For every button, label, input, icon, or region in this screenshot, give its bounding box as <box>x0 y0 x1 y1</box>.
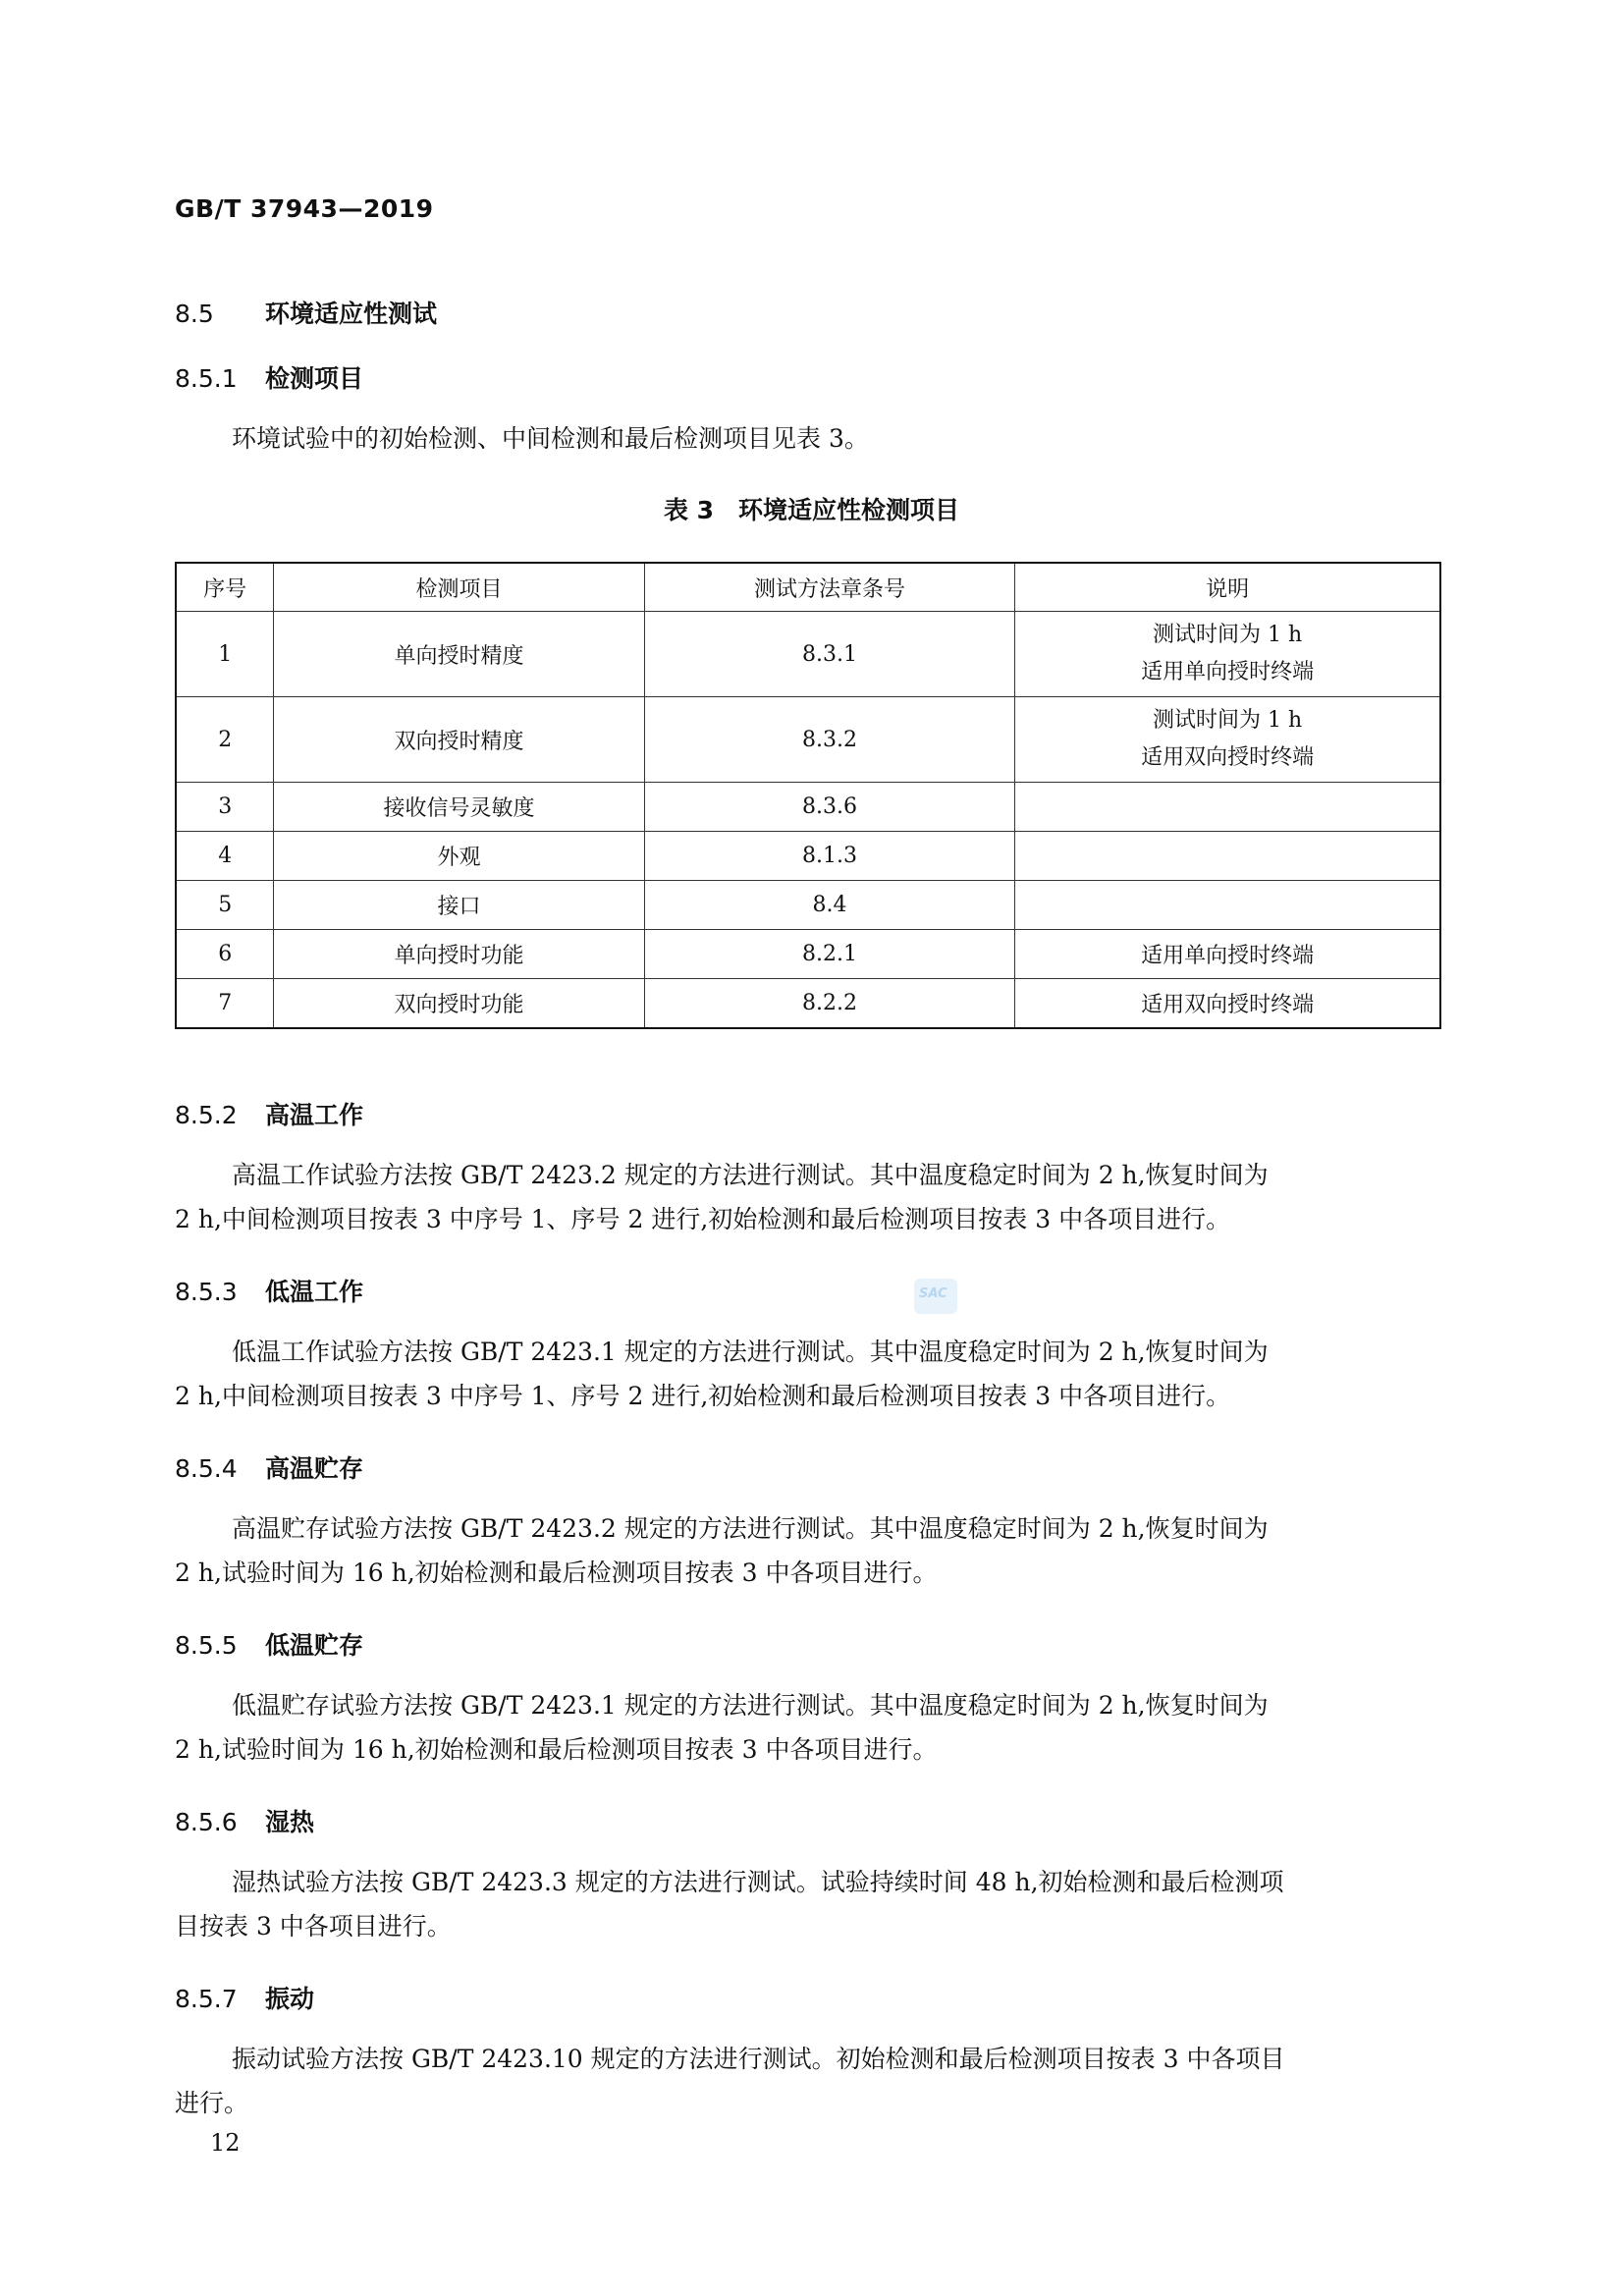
table-cell <box>1015 697 1440 783</box>
table-cell: 外观 <box>274 832 644 881</box>
section-number: 8.5.1 <box>175 364 238 393</box>
section-title: 检测项目 <box>265 364 364 393</box>
table-cell: 6 <box>176 930 274 979</box>
table-cell: 8.3.2 <box>644 697 1014 783</box>
table-row <box>176 930 1440 979</box>
section-title: 高温工作 <box>265 1101 364 1129</box>
section-number: 8.5.4 <box>175 1454 238 1483</box>
paragraph-line: 目按表 3 中各项目进行。 <box>175 1912 452 1941</box>
paragraph-line: 低温贮存试验方法按 GB/T 2423.1 规定的方法进行测试。其中温度稳定时间为 2 h,恢复时间为 <box>232 1691 1269 1720</box>
paragraph-8-5-2 <box>175 1153 1441 1241</box>
section-number: 8.5.2 <box>175 1101 238 1129</box>
table-row <box>176 697 1440 783</box>
table-row <box>176 979 1440 1028</box>
table-cell: 双向授时精度 <box>274 697 644 783</box>
table-cell: 1 <box>176 612 274 697</box>
paragraph-8-5-5 <box>175 1683 1441 1772</box>
table-cell: 双向授时功能 <box>274 979 644 1028</box>
paragraph-line: 环境试验中的初始检测、中间检测和最后检测项目见表 3。 <box>232 424 869 453</box>
table-cell: 单向授时功能 <box>274 930 644 979</box>
note-line: 适用双向授时终端 <box>1141 745 1315 770</box>
table-row <box>176 612 1440 697</box>
sac-watermark <box>914 1279 957 1314</box>
paragraph-line: 2 h,中间检测项目按表 3 中序号 1、序号 2 进行,初始检测和最后检测项目按表 3 中各项目进行。 <box>175 1205 1231 1233</box>
watermark-text: SAC <box>919 1286 947 1301</box>
section-number: 8.5.7 <box>175 1985 238 2013</box>
section-heading-8-5-5 <box>175 1626 363 1662</box>
paragraph-line: 湿热试验方法按 GB/T 2423.3 规定的方法进行测试。试验持续时间 48 h,初始检测和最后检测项 <box>232 1868 1284 1896</box>
paragraph-8-5-7 <box>175 2037 1441 2125</box>
table-cell: 接口 <box>274 881 644 930</box>
table-cell: 单向授时精度 <box>274 612 644 697</box>
section-title: 低温贮存 <box>265 1631 364 1660</box>
table-cell <box>1015 881 1440 930</box>
table-cell <box>1015 832 1440 881</box>
header-cell: 检测项目 <box>274 563 644 612</box>
paragraph-line: 2 h,试验时间为 16 h,初始检测和最后检测项目按表 3 中各项目进行。 <box>175 1735 938 1764</box>
table-cell: 7 <box>176 979 274 1028</box>
header-cell: 序号 <box>176 563 274 612</box>
section-number: 8.5.5 <box>175 1631 238 1660</box>
paragraph-line: 进行。 <box>175 2089 249 2117</box>
section-heading-8-5-3 <box>175 1273 363 1308</box>
section-heading-8-5 <box>175 295 437 330</box>
table-cell: 适用单向授时终端 <box>1015 930 1440 979</box>
table-cell: 3 <box>176 783 274 832</box>
paragraph-line: 2 h,试验时间为 16 h,初始检测和最后检测项目按表 3 中各项目进行。 <box>175 1558 938 1587</box>
section-number: 8.5.6 <box>175 1808 238 1836</box>
inspection-items-table <box>175 562 1441 1029</box>
table-cell: 8.2.2 <box>644 979 1014 1028</box>
section-number: 8.5 <box>175 300 214 328</box>
section-title: 高温贮存 <box>265 1454 364 1483</box>
section-heading-8-5-2 <box>175 1096 363 1131</box>
table-row <box>176 783 1440 832</box>
note-line: 测试时间为 1 h <box>1153 708 1303 733</box>
section-heading-8-5-1 <box>175 359 363 395</box>
section-heading-8-5-7 <box>175 1980 314 2015</box>
table-cell: 8.3.1 <box>644 612 1014 697</box>
header-cell: 测试方法章条号 <box>644 563 1014 612</box>
section-title: 环境适应性测试 <box>265 300 438 328</box>
paragraph-8-5-6 <box>175 1860 1441 1948</box>
table-cell: 5 <box>176 881 274 930</box>
paragraph-line: 高温工作试验方法按 GB/T 2423.2 规定的方法进行测试。其中温度稳定时间为 2 h,恢复时间为 <box>232 1161 1269 1189</box>
paragraph-8-5-4 <box>175 1506 1441 1595</box>
table-cell: 8.2.1 <box>644 930 1014 979</box>
table-cell <box>1015 783 1440 832</box>
table-row <box>176 881 1440 930</box>
header-cell: 说明 <box>1015 563 1440 612</box>
page-number: 12 <box>210 2129 241 2157</box>
section-heading-8-5-4 <box>175 1449 363 1485</box>
table-cell: 8.4 <box>644 881 1014 930</box>
table-header-row <box>176 563 1440 612</box>
intro-paragraph <box>175 416 1498 461</box>
table-row <box>176 832 1440 881</box>
note-line: 测试时间为 1 h <box>1153 623 1303 647</box>
paragraph-8-5-3 <box>175 1330 1441 1418</box>
paragraph-line: 高温贮存试验方法按 GB/T 2423.2 规定的方法进行测试。其中温度稳定时间为 2 h,恢复时间为 <box>232 1514 1269 1543</box>
table-cell: 4 <box>176 832 274 881</box>
table-cell: 接收信号灵敏度 <box>274 783 644 832</box>
table-cell <box>1015 612 1440 697</box>
table-caption: 表 3 环境适应性检测项目 <box>663 496 960 524</box>
section-heading-8-5-6 <box>175 1803 314 1838</box>
paragraph-line: 低温工作试验方法按 GB/T 2423.1 规定的方法进行测试。其中温度稳定时间为 2 h,恢复时间为 <box>232 1338 1269 1366</box>
document-id: GB/T 37943—2019 <box>175 194 434 223</box>
paragraph-line: 2 h,中间检测项目按表 3 中序号 1、序号 2 进行,初始检测和最后检测项目按表 3 中各项目进行。 <box>175 1382 1231 1410</box>
section-number: 8.5.3 <box>175 1278 238 1306</box>
paragraph-line: 振动试验方法按 GB/T 2423.10 规定的方法进行测试。初始检测和最后检测项目按表 3 中各项目 <box>232 2045 1285 2073</box>
table-cell: 2 <box>176 697 274 783</box>
section-title: 低温工作 <box>265 1278 364 1306</box>
table-cell: 8.3.6 <box>644 783 1014 832</box>
table-cell: 8.1.3 <box>644 832 1014 881</box>
section-title: 振动 <box>265 1985 315 2013</box>
section-title: 湿热 <box>265 1808 315 1836</box>
table-cell: 适用双向授时终端 <box>1015 979 1440 1028</box>
note-line: 适用单向授时终端 <box>1141 660 1315 684</box>
